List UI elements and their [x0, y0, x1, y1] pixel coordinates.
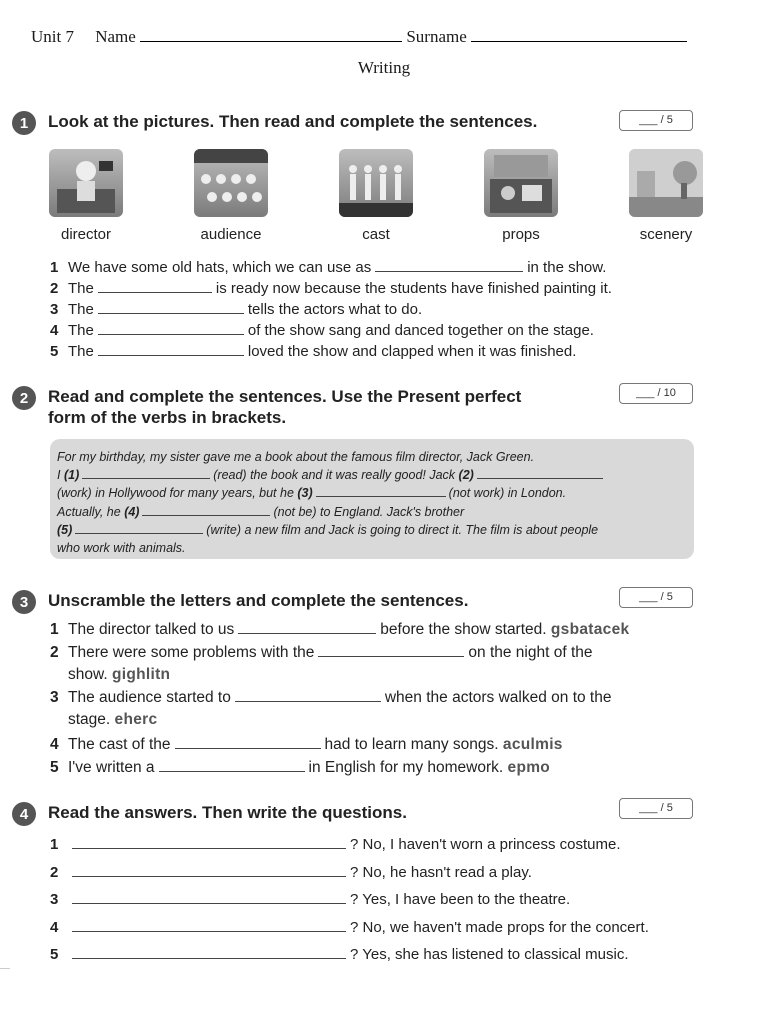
answer-blank[interactable]: [98, 342, 244, 356]
section-4-instruction: Read the answers. Then write the questions.: [48, 803, 407, 822]
answer-blank[interactable]: [175, 735, 321, 749]
worksheet-header: [31, 27, 687, 47]
picture-label: audience: [200, 226, 262, 243]
picture-label: cast: [362, 226, 390, 243]
answer-blank[interactable]: [235, 688, 381, 702]
props-picture-icon: [484, 149, 558, 217]
section-1-sentences: [50, 258, 612, 363]
question-item: 1 ? No, I haven't worn a princess costume.: [50, 836, 621, 853]
picture-director: [36, 149, 136, 243]
answer-blank[interactable]: [75, 522, 203, 534]
answer-blank[interactable]: [159, 758, 305, 772]
section-1-heading: [12, 111, 537, 135]
section-4-questions: [50, 835, 649, 973]
section-1-instruction: Look at the pictures. Then read and complete the sentences.: [48, 112, 538, 131]
section-4-score: ___ / 5: [619, 798, 693, 819]
picture-label: director: [60, 226, 112, 243]
scrambled-word: aculmis: [502, 736, 563, 753]
picture-label: scenery: [639, 226, 693, 243]
name-label: Name: [95, 27, 136, 46]
question-item: 4 ? No, we haven't made props for the concert.: [50, 918, 649, 936]
sentence: 5 I've written a in English for my homework. epmo: [50, 759, 551, 776]
page-edge-mark: [0, 968, 10, 969]
question-item: 5 ? Yes, she has listened to classical music.: [50, 946, 629, 963]
scrambled-word: epmo: [507, 759, 551, 776]
picture-cast: [326, 149, 426, 243]
unit-label: Unit 7: [31, 27, 74, 46]
section-3-number: 3: [12, 590, 36, 614]
section-2-heading: [12, 386, 521, 428]
surname-field[interactable]: [471, 27, 687, 42]
question-blank[interactable]: [72, 945, 346, 959]
section-4-heading: [12, 802, 407, 826]
sentence: 1 The director talked to us before the show started. gsbatacek: [50, 621, 630, 638]
section-1-number: 1: [12, 111, 36, 135]
audience-picture-icon: [194, 149, 268, 217]
sentence: 1 We have some old hats, which we can use as in the show.: [50, 259, 607, 276]
section-2-instruction: Read and complete the sentences. Use the Present perfect form of the verbs in brackets.: [48, 387, 522, 427]
section-3-sentences: [50, 620, 629, 781]
sentence-continuation: stage. eherc: [68, 711, 158, 728]
scrambled-word: gsbatacek: [550, 621, 630, 638]
picture-props: [471, 149, 571, 243]
page-title: Writing: [357, 58, 411, 77]
scrambled-word: gighlitn: [111, 666, 171, 683]
answer-blank[interactable]: [142, 504, 270, 516]
question-blank[interactable]: [72, 918, 346, 932]
section-3-heading: [12, 590, 468, 614]
section-2-number: 2: [12, 386, 36, 410]
sentence: 2 There were some problems with the on the night of the: [50, 644, 593, 661]
section-1-score: ___ / 5: [619, 110, 693, 131]
answer-blank[interactable]: [316, 485, 446, 497]
answer-blank[interactable]: [318, 643, 464, 657]
scrambled-word: eherc: [114, 711, 158, 728]
story-text: For my birthday, my sister gave me a book about the famous film director, Jack Green. I (1) (read) the book and it was really good! Jack (2) (work) in Hollywood for many years, but he (3) (not work) in London. Actually, he (4) (not be) to England. Jack's brother (5) (write) a new film and Jack is going to direct it. The film is about people who work with animals.: [57, 448, 687, 557]
answer-blank[interactable]: [98, 321, 244, 335]
answer-blank[interactable]: [98, 279, 212, 293]
question-item: 3 ? Yes, I have been to the theatre.: [50, 891, 571, 908]
picture-audience: [181, 149, 281, 243]
answer-blank[interactable]: [98, 300, 244, 314]
sentence: 4 The cast of the had to learn many songs. aculmis: [50, 736, 563, 753]
surname-label: Surname: [406, 27, 467, 46]
picture-label: props: [502, 226, 540, 243]
sentence: 3 The audience started to when the actors walked on to the: [50, 689, 612, 706]
question-blank[interactable]: [72, 890, 346, 904]
answer-blank[interactable]: [238, 620, 376, 634]
sentence: 5 The loved the show and clapped when it was finished.: [50, 343, 577, 360]
picture-row: [36, 149, 716, 243]
sentence: 4 The of the show sang and danced together on the stage.: [50, 322, 594, 339]
sentence: 3 The tells the actors what to do.: [50, 301, 423, 318]
picture-scenery: [616, 149, 716, 243]
sentence-continuation: show. gighlitn: [68, 666, 171, 683]
scenery-picture-icon: [629, 149, 703, 217]
section-4-number: 4: [12, 802, 36, 826]
answer-blank[interactable]: [82, 467, 210, 479]
question-item: 2 ? No, he hasn't read a play.: [50, 863, 532, 881]
cast-picture-icon: [339, 149, 413, 217]
answer-blank[interactable]: [375, 258, 523, 272]
director-picture-icon: [49, 149, 123, 217]
answer-blank[interactable]: [477, 467, 603, 479]
section-3-instruction: Unscramble the letters and complete the sentences.: [48, 591, 469, 610]
sentence: 2 The is ready now because the students have finished painting it.: [50, 280, 612, 297]
name-field[interactable]: [140, 27, 402, 42]
question-blank[interactable]: [72, 835, 346, 849]
section-3-score: ___ / 5: [619, 587, 693, 608]
question-blank[interactable]: [72, 863, 346, 877]
section-2-score: ___ / 10: [619, 383, 693, 404]
